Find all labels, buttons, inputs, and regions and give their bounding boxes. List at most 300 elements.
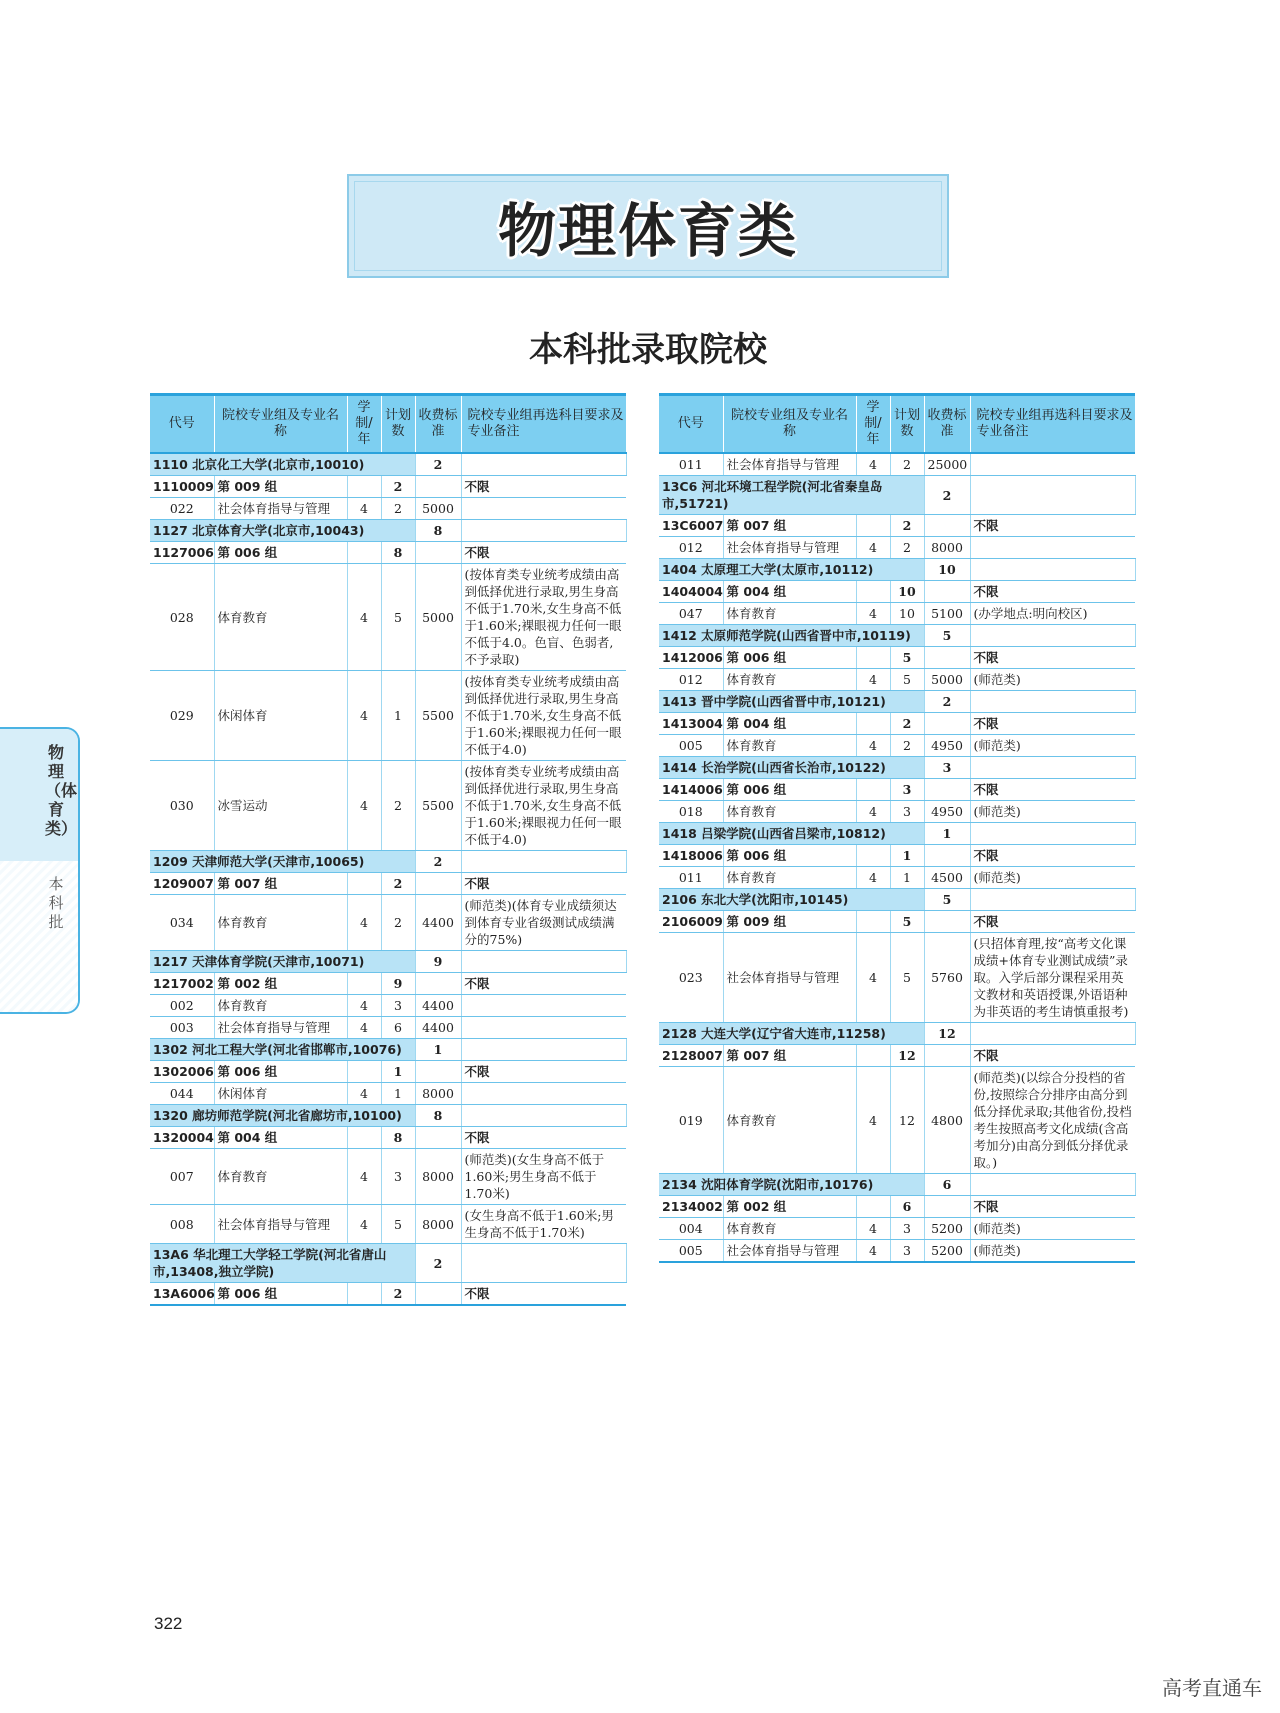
years: 4 [856,1067,890,1174]
years: 4 [347,995,381,1017]
plan-count: 2 [381,1283,415,1306]
group-row [659,845,1135,867]
years: 4 [347,1149,381,1205]
major-code: 047 [659,603,723,625]
fee: 4400 [415,1017,461,1039]
plan-count: 10 [924,559,970,581]
fee-cell [970,691,1135,713]
plan-count: 5 [924,889,970,911]
major-code: 028 [150,564,214,671]
major-name: 社会体育指导与管理 [214,1017,347,1039]
college-name: 1209 天津师范大学(天津市,10065) [150,851,415,873]
major-row [659,603,1135,625]
plan-count: 2 [415,1244,461,1283]
college-row [150,1039,626,1061]
fee-cell [415,873,461,895]
fee: 5000 [924,669,970,691]
years-cell [856,581,890,603]
years: 4 [856,1240,890,1263]
group-code: 1302006 [150,1061,214,1083]
fee: 5000 [415,498,461,520]
subject-requirement: 不限 [970,911,1135,933]
major-note [461,1083,626,1105]
major-code: 022 [150,498,214,520]
subject-requirement: 不限 [970,581,1135,603]
college-name: 1404 太原理工大学(太原市,10112) [659,559,924,581]
plan-count: 8 [415,520,461,542]
major-note: (师范类)(以综合分投档的省份,按照综合分排序由高分到低分择优录取;其他省份,投档考生按照高考文化成绩(含高考加分)由高分到低分择优录取。) [970,1067,1135,1174]
plan-count: 1 [890,867,924,889]
fee-cell [924,1196,970,1218]
major-note: (按体育类专业统考成绩由高到低择优进行录取,男生身高不低于1.70米,女生身高不低于1.60米;裸眼视力任何一眼不低于4.0) [461,671,626,761]
col-years-header: 学制/年 [856,395,890,454]
major-name: 社会体育指导与管理 [723,1240,856,1263]
group-code: 13A6006 [150,1283,214,1306]
major-row [150,1083,626,1105]
fee-cell [924,713,970,735]
major-row [659,1240,1135,1263]
college-row [659,625,1135,647]
fee-cell [461,951,626,973]
fee-cell [970,559,1135,581]
major-name: 冰雪运动 [214,761,347,851]
major-name: 体育教育 [723,1218,856,1240]
years: 4 [347,498,381,520]
plan-count: 6 [924,1174,970,1196]
years: 4 [347,1205,381,1244]
fee: 5200 [924,1218,970,1240]
plan-count: 2 [890,713,924,735]
major-note: (师范类) [970,867,1135,889]
years-cell [347,973,381,995]
fee-cell [924,1045,970,1067]
group-row [659,1045,1135,1067]
col-name-header: 院校专业组及专业名称 [723,395,856,454]
col-note-header: 院校专业组再选科目要求及专业备注 [970,395,1135,454]
plan-count: 2 [890,453,924,476]
subject-requirement: 不限 [970,779,1135,801]
plan-count: 8 [415,1105,461,1127]
admission-table-left [150,393,626,1306]
group-name: 第 006 组 [214,542,347,564]
major-row [150,1205,626,1244]
group-name: 第 009 组 [723,911,856,933]
plan-count: 12 [924,1023,970,1045]
group-name: 第 006 组 [723,845,856,867]
col-plan-header: 计划数 [381,395,415,454]
plan-count: 1 [415,1039,461,1061]
major-note: (师范类) [970,1218,1135,1240]
college-name: 1414 长治学院(山西省长治市,10122) [659,757,924,779]
group-name: 第 006 组 [723,647,856,669]
title-banner [347,174,949,278]
fee-cell [924,515,970,537]
subject-requirement: 不限 [970,647,1135,669]
group-name: 第 007 组 [723,515,856,537]
group-code: 1209007 [150,873,214,895]
plan-count: 5 [890,933,924,1023]
college-row [150,951,626,973]
group-row [659,515,1135,537]
group-code: 2106009 [659,911,723,933]
major-note: (按体育类专业统考成绩由高到低择优进行录取,男生身高不低于1.70米,女生身高不低于1.60米;裸眼视力任何一眼不低于4.0) [461,761,626,851]
subject-requirement: 不限 [461,873,626,895]
plan-count: 1 [381,1061,415,1083]
major-name: 体育教育 [723,867,856,889]
major-note [461,995,626,1017]
fee-cell [970,1174,1135,1196]
years-cell [856,845,890,867]
plan-count: 5 [890,647,924,669]
plan-count: 3 [890,1218,924,1240]
plan-count: 8 [381,542,415,564]
fee-cell [970,1023,1135,1045]
major-name: 体育教育 [214,564,347,671]
subject-requirement: 不限 [970,713,1135,735]
fee-cell [415,1283,461,1306]
years: 4 [856,537,890,559]
major-note: (师范类) [970,801,1135,823]
major-note [461,498,626,520]
years-cell [856,713,890,735]
major-name: 休闲体育 [214,671,347,761]
group-code: 1412006 [659,647,723,669]
college-row [659,691,1135,713]
college-row [659,1023,1135,1045]
major-row [659,453,1135,476]
plan-count: 10 [890,581,924,603]
college-name: 13A6 华北理工大学轻工学院(河北省唐山市,13408,独立学院) [150,1244,415,1283]
plan-count: 8 [381,1127,415,1149]
plan-count: 5 [924,625,970,647]
group-name: 第 006 组 [723,779,856,801]
major-code: 012 [659,669,723,691]
fee-cell [461,453,626,476]
fee: 5000 [415,564,461,671]
major-row [659,669,1135,691]
group-row [659,713,1135,735]
group-code: 2134002 [659,1196,723,1218]
plan-count: 2 [890,515,924,537]
subject-requirement: 不限 [970,515,1135,537]
fee-cell [415,973,461,995]
table-header [150,395,626,454]
years-cell [856,911,890,933]
major-code: 011 [659,867,723,889]
major-name: 体育教育 [723,1067,856,1174]
plan-count: 2 [381,895,415,951]
plan-count: 9 [415,951,461,973]
college-name: 1110 北京化工大学(北京市,10010) [150,453,415,476]
fee: 8000 [415,1205,461,1244]
college-row [659,889,1135,911]
major-code: 003 [150,1017,214,1039]
major-row [150,995,626,1017]
plan-count: 2 [381,476,415,498]
side-tab [0,727,80,1014]
plan-count: 12 [890,1045,924,1067]
col-years-header: 学制/年 [347,395,381,454]
major-row [150,564,626,671]
col-fee-header: 收费标准 [924,395,970,454]
plan-count: 3 [890,801,924,823]
plan-count: 1 [381,671,415,761]
group-row [150,973,626,995]
group-code: 2128007 [659,1045,723,1067]
group-row [659,1196,1135,1218]
group-row [659,647,1135,669]
group-row [150,1127,626,1149]
fee: 4950 [924,801,970,823]
college-row [659,476,1135,515]
years-cell [347,1127,381,1149]
fee: 8000 [924,537,970,559]
fee-cell [461,851,626,873]
college-row [150,520,626,542]
plan-count: 12 [890,1067,924,1174]
years: 4 [856,1218,890,1240]
college-name: 1217 天津体育学院(天津市,10071) [150,951,415,973]
plan-count: 1 [890,845,924,867]
college-name: 2128 大连大学(辽宁省大连市,11258) [659,1023,924,1045]
years-cell [347,542,381,564]
group-row [150,1061,626,1083]
plan-count: 2 [415,851,461,873]
fee-cell [970,476,1135,515]
major-note [970,453,1135,476]
major-row [150,671,626,761]
major-note: (师范类)(女生身高不低于1.60米;男生身高不低于1.70米) [461,1149,626,1205]
plan-count: 2 [924,691,970,713]
plan-count: 6 [890,1196,924,1218]
years: 4 [347,761,381,851]
group-name: 第 004 组 [214,1127,347,1149]
years: 4 [347,564,381,671]
fee: 4400 [415,895,461,951]
page-title: 物理体育类 [497,197,798,265]
group-row [150,542,626,564]
major-code: 005 [659,1240,723,1263]
plan-count: 2 [890,735,924,757]
plan-count: 3 [924,757,970,779]
major-code: 019 [659,1067,723,1174]
col-code-header: 代号 [150,395,214,454]
college-row [659,1174,1135,1196]
major-row [150,895,626,951]
col-plan-header: 计划数 [890,395,924,454]
college-row [150,453,626,476]
fee: 5760 [924,933,970,1023]
college-row [659,823,1135,845]
college-row [150,1105,626,1127]
col-fee-header: 收费标准 [415,395,461,454]
fee-cell [970,757,1135,779]
major-row [150,1017,626,1039]
watermark: 高考直通车 [1162,1676,1262,1700]
college-row [659,559,1135,581]
plan-count: 5 [381,1205,415,1244]
years-cell [856,779,890,801]
col-name-header: 院校专业组及专业名称 [214,395,347,454]
fee: 8000 [415,1083,461,1105]
years: 4 [856,867,890,889]
fee-cell [415,1061,461,1083]
major-row [150,1149,626,1205]
major-note: (师范类) [970,735,1135,757]
group-name: 第 002 组 [214,973,347,995]
fee-cell [461,1244,626,1283]
plan-count: 3 [890,1240,924,1263]
years-cell [856,515,890,537]
college-name: 1418 吕梁学院(山西省吕梁市,10812) [659,823,924,845]
fee: 4800 [924,1067,970,1174]
major-code: 008 [150,1205,214,1244]
side-tab-label: 物理（体育类） [45,743,78,838]
group-code: 1418006 [659,845,723,867]
fee: 4950 [924,735,970,757]
plan-count: 1 [381,1083,415,1105]
college-name: 2134 沈阳体育学院(沈阳市,10176) [659,1174,924,1196]
major-note: (师范类) [970,1240,1135,1263]
major-code: 023 [659,933,723,1023]
major-row [150,498,626,520]
subject-requirement: 不限 [461,476,626,498]
college-name: 2106 东北大学(沈阳市,10145) [659,889,924,911]
subject-requirement: 不限 [461,973,626,995]
fee: 4400 [415,995,461,1017]
major-code: 012 [659,537,723,559]
plan-count: 6 [381,1017,415,1039]
major-name: 体育教育 [214,995,347,1017]
group-name: 第 006 组 [214,1061,347,1083]
major-row [150,761,626,851]
group-code: 1320004 [150,1127,214,1149]
years: 4 [347,1083,381,1105]
subject-requirement: 不限 [461,542,626,564]
college-name: 1302 河北工程大学(河北省邯郸市,10076) [150,1039,415,1061]
fee: 4500 [924,867,970,889]
group-name: 第 009 组 [214,476,347,498]
college-name: 13C6 河北环境工程学院(河北省秦皇岛市,51721) [659,476,924,515]
major-code: 007 [150,1149,214,1205]
years-cell [347,873,381,895]
major-row [659,933,1135,1023]
plan-count: 3 [381,995,415,1017]
major-name: 体育教育 [723,801,856,823]
subject-requirement: 不限 [461,1061,626,1083]
subject-requirement: 不限 [970,845,1135,867]
major-code: 044 [150,1083,214,1105]
fee-cell [970,889,1135,911]
major-name: 体育教育 [723,603,856,625]
fee-cell [924,647,970,669]
plan-count: 1 [924,823,970,845]
page-number: 322 [154,1614,183,1633]
group-row [659,911,1135,933]
plan-count: 5 [381,564,415,671]
fee: 5200 [924,1240,970,1263]
major-name: 体育教育 [214,1149,347,1205]
years-cell [856,1045,890,1067]
college-name: 1413 晋中学院(山西省晋中市,10121) [659,691,924,713]
group-code: 1217002 [150,973,214,995]
years: 4 [856,735,890,757]
major-note: (只招体育理,按“高考文化课成绩+体育专业测试成绩”录取。入学后部分课程采用英文教材和英语授课,外语语种为非英语的考生请慎重报考) [970,933,1135,1023]
plan-count: 5 [890,911,924,933]
college-row [150,1244,626,1283]
major-name: 社会体育指导与管理 [723,537,856,559]
major-name: 体育教育 [723,735,856,757]
years: 4 [856,669,890,691]
years: 4 [347,895,381,951]
major-name: 体育教育 [723,669,856,691]
major-code: 002 [150,995,214,1017]
major-code: 011 [659,453,723,476]
major-name: 社会体育指导与管理 [214,498,347,520]
major-code: 018 [659,801,723,823]
college-row [150,851,626,873]
fee-cell [924,845,970,867]
group-row [659,581,1135,603]
years: 4 [856,801,890,823]
subject-requirement: 不限 [970,1196,1135,1218]
years-cell [856,1196,890,1218]
group-name: 第 004 组 [723,713,856,735]
major-row [659,537,1135,559]
major-row [659,1218,1135,1240]
plan-count: 2 [890,537,924,559]
major-note: (按体育类专业统考成绩由高到低择优进行录取,男生身高不低于1.70米,女生身高不低于1.60米;裸眼视力任何一眼不低于4.0。色盲、色弱者,不予录取) [461,564,626,671]
group-name: 第 007 组 [214,873,347,895]
group-name: 第 006 组 [214,1283,347,1306]
plan-count: 9 [381,973,415,995]
fee: 25000 [924,453,970,476]
major-code: 030 [150,761,214,851]
plan-count: 2 [381,498,415,520]
group-row [150,873,626,895]
fee-cell [415,542,461,564]
fee-cell [461,1039,626,1061]
fee-cell [970,625,1135,647]
side-tab-sublabel: 本科批 [48,875,64,931]
subject-requirement: 不限 [461,1127,626,1149]
fee-cell [970,823,1135,845]
college-row [659,757,1135,779]
plan-count: 5 [890,669,924,691]
major-row [659,801,1135,823]
admission-table-right [659,393,1135,1263]
major-name: 社会体育指导与管理 [723,933,856,1023]
years-cell [856,647,890,669]
plan-count: 2 [381,761,415,851]
group-code: 1110009 [150,476,214,498]
major-row [659,1067,1135,1174]
plan-count: 2 [415,453,461,476]
plan-count: 2 [381,873,415,895]
fee-cell [461,1105,626,1127]
major-note [461,1017,626,1039]
group-code: 1127006 [150,542,214,564]
group-row [150,1283,626,1306]
fee-cell [461,520,626,542]
group-code: 1413004 [659,713,723,735]
years: 4 [347,1017,381,1039]
col-code-header: 代号 [659,395,723,454]
years: 4 [347,671,381,761]
section-subtitle: 本科批录取院校 [529,330,767,370]
fee: 5500 [415,761,461,851]
group-name: 第 007 组 [723,1045,856,1067]
